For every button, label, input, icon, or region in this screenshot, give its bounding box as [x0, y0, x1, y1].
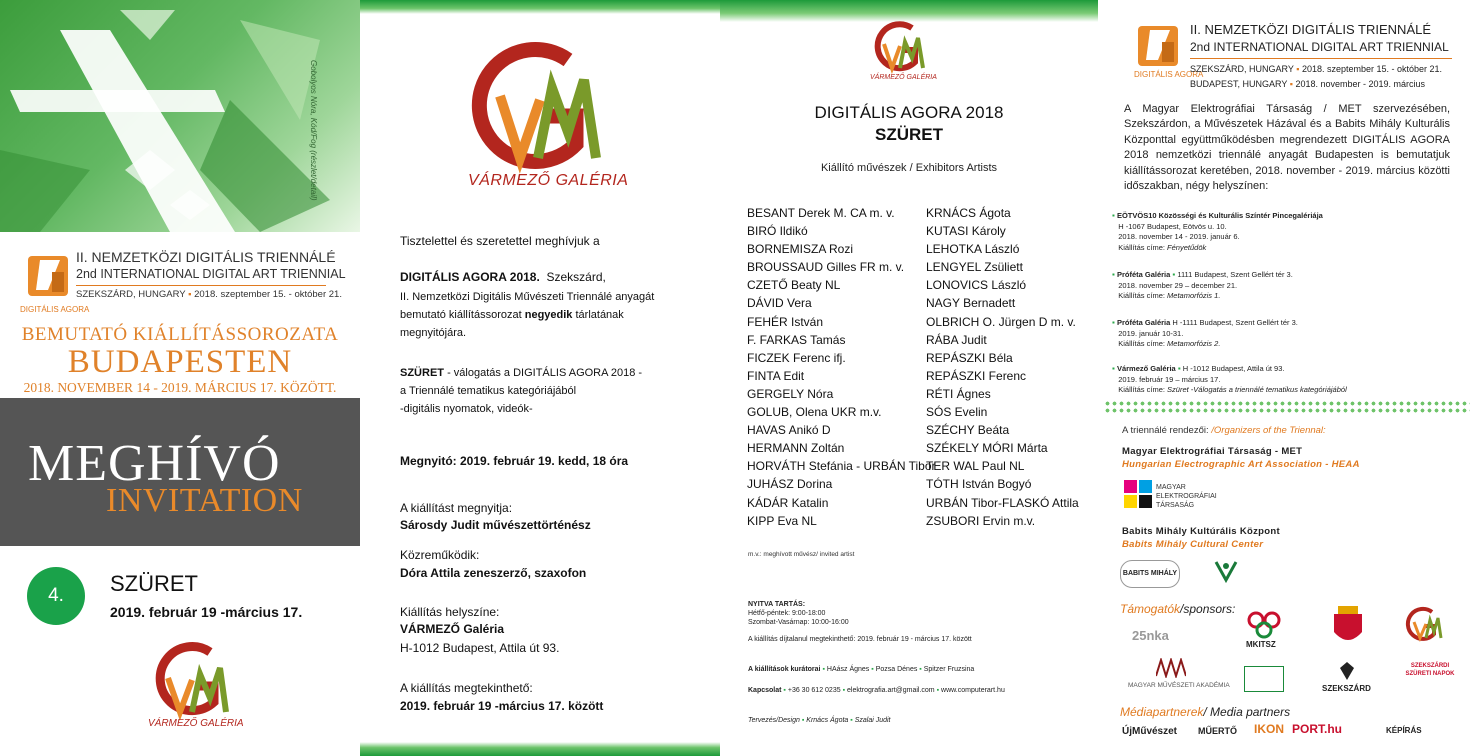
artist-name: LENGYEL Zsüliett [926, 260, 1023, 275]
triennial-title-en: 2nd INTERNATIONAL DIGITAL ART TRIENNIAL [1190, 40, 1449, 54]
design-line: Tervezés/Design ▪ Krnács Ágota ▪ Szalai Judit [748, 717, 891, 724]
artist-name: TÓTH István Bogyó [926, 477, 1032, 492]
view-dates: 2019. február 19 -március 17. között [400, 699, 604, 713]
artist-name: REPÁSZKI Béla [926, 350, 1013, 365]
artist-name: BROUSSAUD Gilles FR m. v. [747, 260, 905, 275]
info-panel [1098, 0, 1476, 756]
invitation-text-panel [360, 0, 720, 756]
divider [1190, 58, 1452, 59]
category-line: a Triennálé tematikus kategóriájából [400, 385, 577, 397]
page-subtitle: SZÜRET [875, 125, 943, 144]
divider [76, 285, 326, 286]
place-budapest: BUDAPEST, HUNGARY ▪ 2018. november - 2019. március [1190, 79, 1426, 89]
artwork-shapes [0, 0, 360, 232]
meghivo-title: MEGHÍVÓ [28, 435, 281, 492]
venue-block: ▪ EÖTVÖS10 Közösségi és Kulturális Színtér Pincegalériája H -1067 Budapest, Eötvös u. 10. 2018. november 14 - 2019. január 6. Kiállítás címe: Fényetűdök [1112, 211, 1323, 252]
artist-name: ZSUBORI Ervin m.v. [926, 513, 1036, 528]
babits-emblem [1214, 558, 1238, 588]
babits-logo: BABITS MIHÁLY [1120, 560, 1180, 588]
heading-series: BEMUTATÓ KIÁLLÍTÁSSOROZATA [21, 324, 339, 345]
opener: Sárosdy Judit művészettörténész [400, 518, 591, 532]
artist-name: HORVÁTH Stefánia - URBÁN Tibor [747, 459, 936, 474]
venue-block: ▪ Próféta Galéria H -1111 Budapest, Szent Gellért tér 3. 2019. január 10-31. Kiállítás címe: Metamorfózis 2. [1112, 318, 1298, 348]
artist-name: KRNÁCS Ágota [926, 206, 1011, 220]
media-line: -digitális nyomatok, videók- [400, 403, 533, 415]
varmezo-logo-text: VÁRMEZŐ GALÉRIA [870, 74, 937, 81]
artist-name: F. FARKAS Tamás [747, 332, 846, 347]
greeting: Tisztelettel és szeretettel meghívjuk a [400, 234, 600, 248]
media-logo-kepiras: KÉPÍRÁS [1386, 726, 1422, 735]
media-logo-ikon: IKON [1254, 722, 1284, 736]
artist-name: SZÉCHY Beáta [926, 423, 1010, 438]
contact-line: Kapcsolat ▪ +36 30 612 0235 ▪ elektrografia.art@gmail.com ▪ www.computerart.hu [748, 687, 1005, 694]
intro-paragraph: A Magyar Elektrográfiai Társaság / MET szervezésében, Szekszárdon, a Művészetek Házával és a Babits Mihály Kulturális Központtal együttműködésben megrendezett DIGITÁLIS AGORA 2018 nemzetközi triennálé anyagát Budapesten is bemutatjuk kiállítássorozat keretében, 2018. november - 2019. március közötti időszakban, négy helyszínen: [1124, 103, 1450, 193]
met-logo-text: MAGYAR ELEKTROGRÁFIAI TÁRSASÁG [1156, 484, 1217, 509]
varmezo-logo [150, 640, 236, 730]
artist-name: BIRÓ Ildikó [747, 224, 808, 239]
varmezo-logo [870, 18, 930, 76]
cover-panel [0, 0, 360, 756]
sponsor-logo-mkitsz: MKITSZ [1246, 640, 1276, 649]
venue: VÁRMEZŐ Galéria [400, 622, 505, 636]
place-line: SZEKSZÁRD, HUNGARY ▪ 2018. szeptember 15. - október 21. [76, 289, 342, 300]
heading-dates: 2018. NOVEMBER 14 - 2019. MÁRCIUS 17. KÖZÖTT. [23, 380, 337, 395]
artist-name: KUTASI Károly [926, 224, 1006, 239]
artist-name: FEHÉR István [747, 314, 824, 329]
venue-label: Kiállítás helyszíne: [400, 605, 500, 619]
bottom-bar [360, 742, 720, 756]
artist-name: GOLUB, Olena UKR m.v. [747, 405, 882, 420]
opening-line: megnyitójára. [400, 327, 467, 339]
szuret-line: SZÜRET - válogatás a DIGITÁLIS AGORA 2018 - [400, 367, 643, 379]
brand-label: DIGITÁLIS AGORA [1134, 70, 1204, 79]
top-bar [360, 0, 720, 14]
artists-panel [720, 0, 1098, 756]
hours-label: NYITVA TARTÁS: [748, 601, 806, 608]
artist-name: RÁBA Judit [926, 332, 987, 347]
place-szekszard: SZEKSZÁRD, HUNGARY ▪ 2018. szeptember 15. - október 21. [1190, 64, 1443, 74]
varmezo-logo [464, 32, 614, 182]
varmezo-logo-text: VÁRMEZŐ GALÉRIA [148, 718, 244, 729]
artist-name: JUHÁSZ Dorina [747, 477, 833, 492]
invited-note: m.v.: meghívott művész/ invited artist [748, 551, 855, 558]
organizer-babits-en: Babits Mihály Cultural Center [1122, 539, 1264, 550]
opener-label: A kiállítást megnyitja: [400, 501, 513, 515]
viewing-info: A kiállítás díjtalanul megtekinthető: 2019. február 19 - március 17. között [748, 636, 972, 643]
media-logo-muerto: MŰERTŐ [1198, 726, 1237, 736]
organizer-met-en: Hungarian Electrographic Art Association - HEAA [1122, 459, 1360, 470]
artwork-credit: Gobolyos Nóra, Kód/Fog (részlet/detail) [309, 60, 318, 201]
opening-date: Megnyitó: 2019. február 19. kedd, 18 óra [400, 454, 629, 468]
address: H-1012 Budapest, Attila út 93. [400, 641, 560, 655]
performer-label: Közreműködik: [400, 548, 480, 562]
artist-name: KÁDÁR Katalin [747, 495, 829, 510]
szekszard-icon [1338, 660, 1356, 682]
artist-name: SZÉKELY MÓRI Márta [926, 441, 1048, 456]
exhibition-name: SZÜRET [110, 571, 198, 596]
sponsor-logo-mma: MAGYAR MŰVÉSZETI AKADÉMIA [1128, 682, 1230, 689]
artist-name: KIPP Eva NL [747, 513, 817, 528]
artist-name: LONOVICS László [926, 278, 1027, 293]
artist-name: REPÁSZKI Ferenc [926, 368, 1027, 383]
varmezo-logo-text: VÁRMEZŐ GALÉRIA [468, 172, 629, 189]
artist-name: BESANT Derek M. CA m. v. [747, 206, 895, 220]
brand-label: DIGITÁLIS AGORA [20, 305, 90, 314]
artist-name: TER WAL Paul NL [926, 459, 1025, 474]
media-logo-port: PORT.hu [1292, 722, 1342, 736]
artist-name: OLBRICH O. Jürgen D m. v. [926, 314, 1076, 329]
artist-name: SÓS Evelin [926, 405, 988, 420]
event-line: DIGITÁLIS AGORA 2018. Szekszárd, [400, 270, 606, 284]
hours-weekend: Szombat-Vasárnap: 10:00-16:00 [748, 619, 849, 626]
triennial-title-hu: II. NEMZETKÖZI DIGITÁLIS TRIENNÁLÉ [1190, 22, 1432, 37]
artist-name: RÉTI Ágnes [926, 386, 991, 401]
page-title: DIGITÁLIS AGORA 2018 [814, 103, 1004, 122]
view-label: A kiállítás megtekinthető: [400, 681, 533, 695]
number-badge: 4. [27, 567, 85, 625]
exhibitors-heading: Kiállító művészek / Exhibitors Artists [820, 162, 998, 174]
organizers-label: A triennálé rendezői: /Organizers of the Triennal: [1122, 425, 1326, 436]
artist-name: CZETŐ Beaty NL [747, 278, 841, 293]
invitation-title: INVITATION [106, 482, 303, 519]
digitalis-agora-logo [1136, 24, 1184, 68]
artist-name: HAVAS Anikó D [747, 423, 831, 438]
artist-name: LEHOTKA László [926, 242, 1020, 257]
met-logo [1124, 480, 1152, 508]
organizer-babits: Babits Mihály Kultúrális Központ [1122, 526, 1280, 537]
artist-list-right [926, 204, 1079, 530]
artist-name: NAGY Bernadett [926, 296, 1016, 311]
exhibition-dates: 2019. február 19 -március 17. [110, 604, 303, 620]
mma-icon [1156, 658, 1186, 678]
artist-name: FINTA Edit [747, 368, 805, 383]
dot-divider [1104, 400, 1470, 414]
sponsor-logo-nka: 25nka [1132, 628, 1169, 643]
sponsor-logo-szureti-napok: SZEKSZÁRDI SZÜRETI NAPOK [1405, 663, 1455, 677]
curators-line: A kiállítások kurátorai ▪ HAász Ágnes ▪ Pozsa Dénes ▪ Spitzer Fruzsina [748, 666, 975, 673]
venue-block: ▪ Vármező Galéria ▪ H -1012 Budapest, Attila út 93. 2019. február 19 – március 17. Kiállítás címe: Szüret -Válogatás a triennálé tematikus kategóriájából [1112, 364, 1347, 394]
triennial-title-hu: II. NEMZETKÖZI DIGITÁLIS TRIENNÁLÉ [76, 249, 336, 265]
varmezo-sponsor-logo [1404, 604, 1444, 644]
performer: Dóra Attila zeneszerző, szaxofon [400, 566, 587, 580]
venue-block: ▪ Próféta Galéria ▪ 1111 Budapest, Szent Gellért tér 3. 2018. november 29 – december 21. Kiállítás címe: Metamorfózis 1. [1112, 270, 1293, 300]
artist-name: GERGELY Nóra [747, 386, 834, 401]
cover-artwork [0, 0, 360, 232]
coat-of-arms-icon [1330, 604, 1366, 648]
triennial-title-en: 2nd INTERNATIONAL DIGITAL ART TRIENNIAL [76, 267, 346, 281]
sponsor-logo-generic [1244, 666, 1284, 692]
media-label: Médiapartnerek/ Media partners [1120, 705, 1291, 719]
sponsor-logo-szekszard: SZEKSZÁRD [1322, 684, 1371, 693]
sponsor-logo-mkitsz-icon [1246, 610, 1282, 640]
artist-name: BORNEMISZA Rozi [747, 242, 854, 257]
triennial-line: II. Nemzetközi Digitális Művészeti Triennálé anyagát [400, 291, 655, 303]
series-line: bemutató kiállítássorozat negyedik tárlatának [400, 309, 624, 321]
organizer-met: Magyar Elektrográfiai Társaság - MET [1122, 446, 1303, 457]
artist-name: URBÁN Tibor-FLASKÓ Attila [926, 495, 1079, 510]
artist-name: FICZEK Ferenc ifj. [747, 350, 846, 365]
sponsors-label: Támogatók/sponsors: [1120, 602, 1236, 616]
heading-budapest: BUDAPESTEN [67, 344, 293, 380]
artist-name: DÁVID Vera [747, 296, 812, 311]
hours-weekday: Hétfő-péntek: 9:00-18:00 [748, 610, 826, 617]
media-logo-ujmuveszet: ÚjMűvészet [1122, 726, 1178, 737]
artist-list-left [747, 204, 936, 530]
artist-name: HERMANN Zoltán [747, 441, 845, 456]
